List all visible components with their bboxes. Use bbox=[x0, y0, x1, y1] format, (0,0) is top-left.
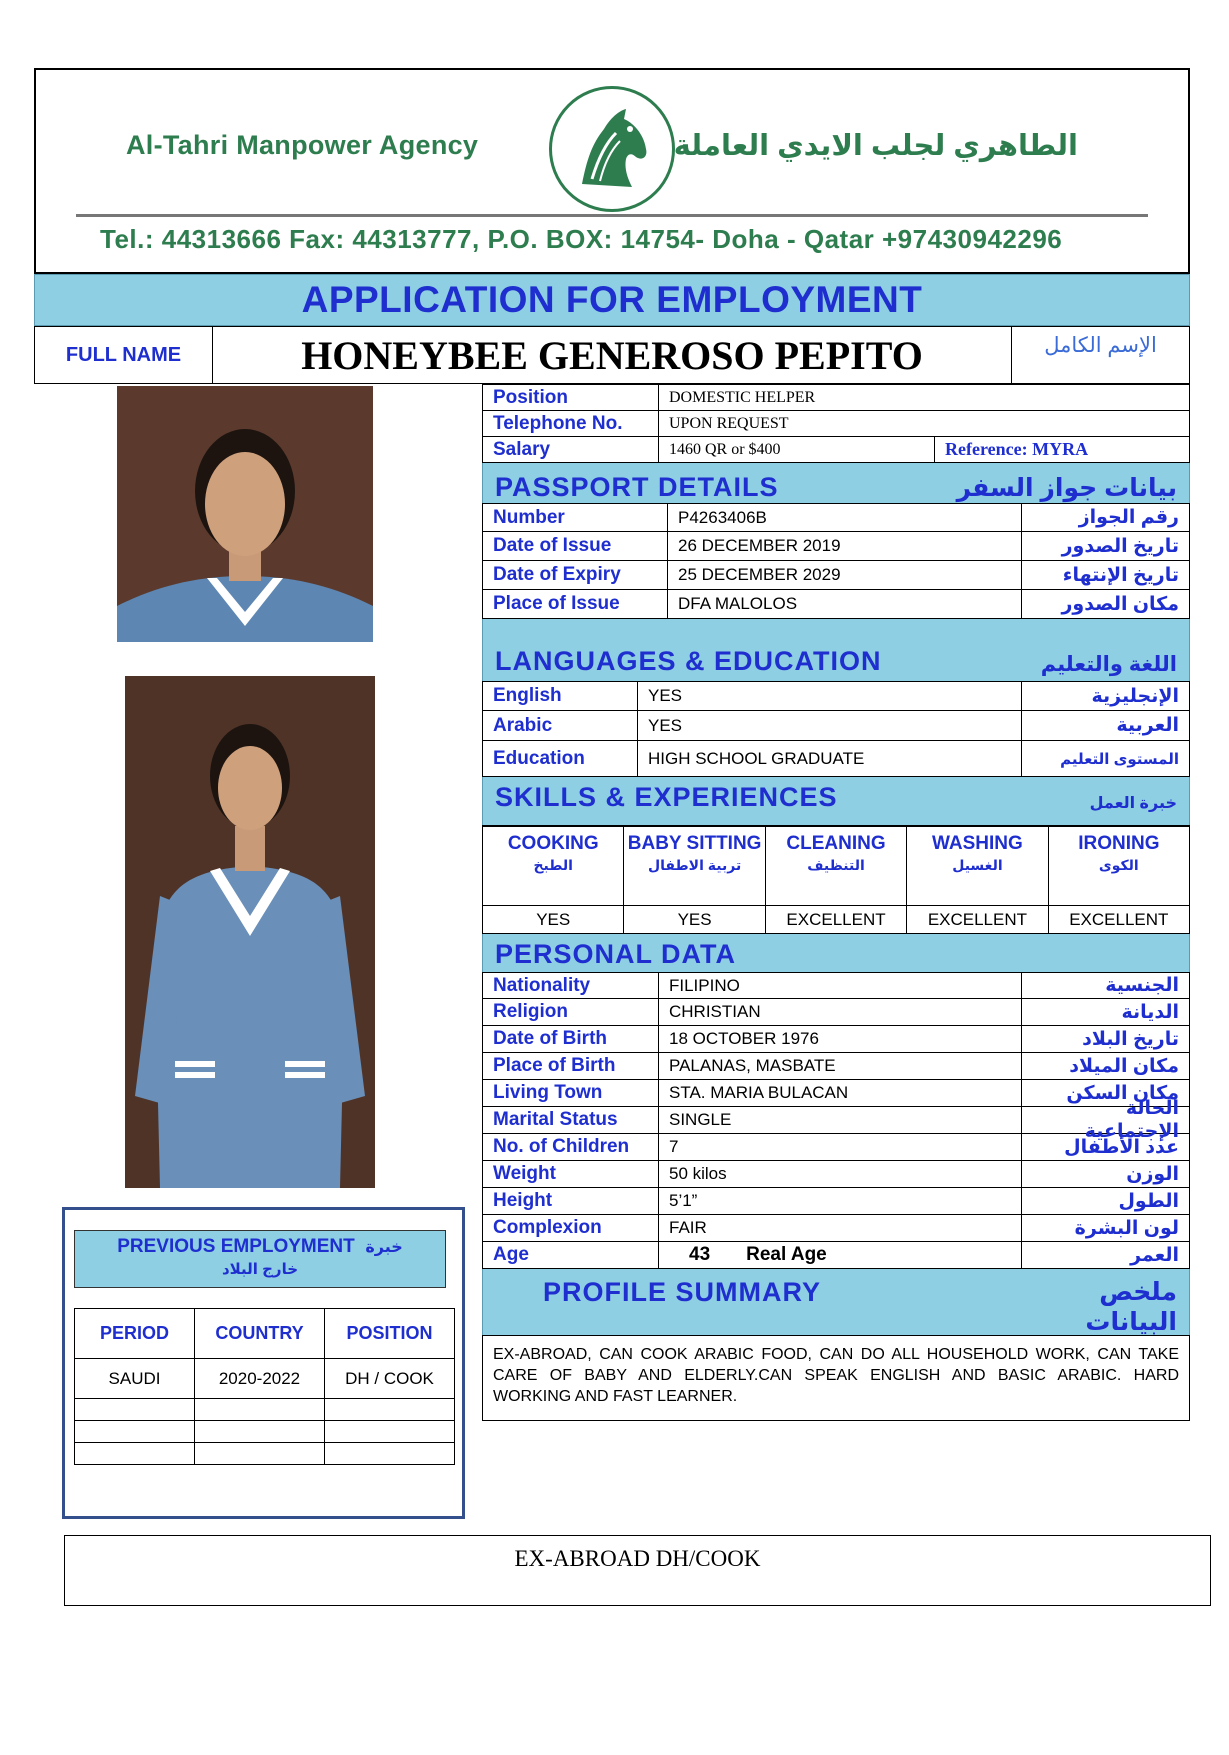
column-header-period: PERIOD bbox=[75, 1309, 195, 1359]
agency-name-arabic: الطاهري لجلب الايدي العاملة bbox=[673, 130, 1078, 162]
profile-summary-box bbox=[482, 1335, 1190, 1421]
skill-baby-sitting bbox=[624, 827, 765, 933]
footer-remark: EX-ABROAD DH/COOK bbox=[64, 1535, 1211, 1606]
skill-label-arabic: الغسيل bbox=[952, 857, 1003, 873]
personal-row-arabic: لون البشرة bbox=[1021, 1215, 1189, 1241]
table-row bbox=[75, 1359, 455, 1399]
personal-row bbox=[482, 1134, 1190, 1161]
personal-row-value: 18 OCTOBER 1976 bbox=[669, 1029, 819, 1048]
skill-label: CLEANING bbox=[786, 833, 886, 854]
personal-row-label: Living Town bbox=[483, 1080, 659, 1106]
passport-row-label: Number bbox=[483, 504, 668, 531]
previous-employment-title: PREVIOUS EMPLOYMENT bbox=[117, 1236, 355, 1257]
skills-title: SKILLS & EXPERIENCES bbox=[495, 782, 838, 812]
full-body-photo bbox=[125, 676, 375, 1188]
form-title-bar bbox=[34, 274, 1190, 326]
passport-row-label: Date of Issue bbox=[483, 532, 668, 560]
previous-employment-table bbox=[74, 1308, 455, 1465]
passport-row-value: 25 DECEMBER 2029 bbox=[678, 565, 841, 584]
previous-employment-box bbox=[62, 1207, 465, 1519]
personal-row-label: Height bbox=[483, 1188, 659, 1214]
personal-row bbox=[482, 1026, 1190, 1053]
passport-row-value: P4263406B bbox=[678, 507, 767, 527]
personal-row-arabic: تاريخ البلاد bbox=[1021, 1026, 1189, 1052]
passport-title-arabic: بيانات جواز السفر bbox=[956, 474, 1177, 502]
telephone-value: UPON REQUEST bbox=[669, 414, 789, 432]
previous-employment-title-arabic: خبرة bbox=[365, 1239, 403, 1256]
position-row bbox=[482, 385, 1190, 411]
age-value: 43 bbox=[689, 1244, 711, 1265]
personal-row-arabic: عدد الأطفال bbox=[1021, 1134, 1189, 1160]
passport-row-arabic: تاريخ الإنتهاء bbox=[1021, 561, 1189, 589]
personal-row bbox=[482, 1053, 1190, 1080]
personal-row-label: No. of Children bbox=[483, 1134, 659, 1160]
language-row-label: Arabic bbox=[483, 711, 638, 740]
skill-label: WASHING bbox=[932, 833, 1023, 854]
personal-row-value: 7 bbox=[669, 1137, 679, 1156]
personal-row-value: 50 kilos bbox=[669, 1164, 727, 1183]
personal-row-label: Complexion bbox=[483, 1215, 659, 1241]
header-divider bbox=[76, 214, 1148, 217]
personal-row-arabic: الحالة الإجتماعية bbox=[1021, 1107, 1189, 1133]
language-row bbox=[482, 681, 1190, 711]
full-name-label: FULL NAME bbox=[35, 327, 213, 383]
skill-label-arabic: الكوى bbox=[1098, 857, 1139, 873]
skill-cooking bbox=[483, 827, 624, 933]
personal-row bbox=[482, 999, 1190, 1026]
passport-row-arabic: مكان الصدور bbox=[1021, 590, 1189, 618]
language-row-arabic: العربية bbox=[1021, 711, 1189, 740]
skill-label: IRONING bbox=[1078, 833, 1160, 854]
table-cell bbox=[325, 1443, 455, 1465]
table-cell bbox=[325, 1421, 455, 1443]
personal-row bbox=[482, 1098, 1190, 1142]
skill-label: COOKING bbox=[507, 833, 599, 854]
table-cell bbox=[325, 1399, 455, 1421]
education-row bbox=[482, 741, 1190, 777]
table-cell bbox=[75, 1399, 195, 1421]
personal-row-arabic: الوزن bbox=[1021, 1161, 1189, 1187]
personal-row-label: Nationality bbox=[483, 973, 659, 998]
full-name-label-arabic: الإسم الكامل bbox=[1011, 327, 1189, 383]
passport-row-arabic: تاريخ الصدور bbox=[1021, 532, 1189, 560]
passport-row-label: Date of Expiry bbox=[483, 561, 668, 589]
passport-title: PASSPORT DETAILS bbox=[495, 472, 779, 502]
portrait-photo bbox=[117, 386, 373, 642]
table-cell: SAUDI bbox=[75, 1359, 195, 1399]
skill-label-arabic: الطبخ bbox=[533, 857, 573, 873]
personal-title: PERSONAL DATA bbox=[495, 939, 737, 969]
personal-rows bbox=[482, 972, 1190, 1269]
language-row-value: YES bbox=[648, 686, 683, 705]
personal-row-arabic: مكان السكن bbox=[1021, 1080, 1189, 1106]
agency-name-english: Al-Tahri Manpower Agency bbox=[126, 130, 479, 160]
personal-row-value: FILIPINO bbox=[669, 975, 740, 995]
table-row bbox=[75, 1421, 455, 1443]
skills-section-header bbox=[482, 777, 1190, 819]
table-cell bbox=[75, 1421, 195, 1443]
table-row bbox=[75, 1399, 455, 1421]
skill-label-arabic: التنظيف bbox=[807, 857, 865, 873]
personal-row-arabic: مكان الميلاد bbox=[1021, 1053, 1189, 1079]
personal-row-label: Place of Birth bbox=[483, 1053, 659, 1079]
skill-label: BABY SITTING bbox=[627, 833, 762, 854]
personal-row-label: Date of Birth bbox=[483, 1026, 659, 1052]
table-cell bbox=[195, 1443, 325, 1465]
personal-row bbox=[482, 1215, 1190, 1242]
table-cell bbox=[75, 1443, 195, 1465]
languages-title: LANGUAGES & EDUCATION bbox=[495, 646, 882, 676]
passport-row bbox=[482, 532, 1190, 561]
profile-summary-text: EX-ABROAD, CAN COOK ARABIC FOOD, CAN DO ALL HOUSEHOLD WORK, CAN TAKE CARE OF BABY AND ELDERLY.CAN SPEAK ENGLISH AND BASIC ARABIC. HARD WORKING AND FAST LEARNER. bbox=[493, 1346, 1179, 1405]
languages-title-arabic: اللغة والتعليم bbox=[1040, 653, 1177, 676]
age-label-arabic: العمر bbox=[1021, 1242, 1189, 1268]
salary-value: 1460 QR or $400 bbox=[659, 437, 935, 462]
table-cell bbox=[195, 1399, 325, 1421]
details-panel bbox=[482, 384, 1190, 1421]
table-row bbox=[75, 1443, 455, 1465]
language-row-value: HIGH SCHOOL GRADUATE bbox=[648, 748, 865, 768]
skill-value: YES bbox=[624, 905, 764, 933]
skill-value: YES bbox=[483, 905, 623, 933]
skill-value: EXCELLENT bbox=[907, 905, 1047, 933]
age-label: Age bbox=[483, 1242, 659, 1268]
age-note: Real Age bbox=[746, 1244, 827, 1265]
column-header-position: POSITION bbox=[325, 1309, 455, 1359]
personal-row-value: SINGLE bbox=[669, 1110, 732, 1129]
personal-row-label: Marital Status bbox=[483, 1107, 659, 1133]
table-cell: 2020-2022 bbox=[195, 1359, 325, 1399]
letterhead bbox=[34, 68, 1190, 274]
salary-row bbox=[482, 437, 1190, 463]
skills-grid bbox=[482, 825, 1190, 934]
passport-row bbox=[482, 561, 1190, 590]
skill-value: EXCELLENT bbox=[766, 905, 906, 933]
personal-row bbox=[482, 1188, 1190, 1215]
full-name-row bbox=[34, 326, 1190, 384]
passport-row-arabic: رقم الجواز bbox=[1021, 504, 1189, 531]
personal-row bbox=[482, 972, 1190, 999]
table-cell: DH / COOK bbox=[325, 1359, 455, 1399]
personal-row-value: STA. MARIA BULACAN bbox=[669, 1083, 849, 1102]
personal-row-value: 5’1” bbox=[669, 1191, 698, 1210]
language-row-value: YES bbox=[648, 715, 683, 735]
previous-employment-subtitle-arabic: خارج البلاد bbox=[221, 1261, 299, 1278]
passport-row-label: Place of Issue bbox=[483, 590, 668, 618]
skill-label-arabic: تربية الاطفال bbox=[648, 857, 742, 873]
profile-title-arabic: ملخص البيانات bbox=[1085, 1278, 1177, 1336]
skill-ironing bbox=[1049, 827, 1189, 933]
personal-section-header bbox=[482, 934, 1190, 972]
reference-value: Reference: MYRA bbox=[945, 439, 1089, 459]
telephone-row bbox=[482, 411, 1190, 437]
passport-section-header bbox=[482, 463, 1190, 503]
contact-info: Tel.: 44313666 Fax: 44313777, P.O. BOX: 14754- Doha - Qatar +97430942296 bbox=[100, 224, 1063, 254]
salary-label: Salary bbox=[483, 437, 659, 462]
languages-section-header bbox=[482, 619, 1190, 681]
personal-row-arabic: الطول bbox=[1021, 1188, 1189, 1214]
passport-row-value: DFA MALOLOS bbox=[678, 594, 798, 613]
full-name-value: HONEYBEE GENEROSO PEPITO bbox=[301, 332, 923, 378]
profile-section-header bbox=[482, 1269, 1190, 1335]
personal-row-label: Religion bbox=[483, 999, 659, 1025]
language-row-arabic: المستوى التعليم bbox=[1021, 741, 1189, 776]
position-value: DOMESTIC HELPER bbox=[669, 388, 816, 406]
horse-head-icon bbox=[549, 86, 675, 212]
profile-title: PROFILE SUMMARY bbox=[543, 1277, 821, 1307]
personal-row-value: PALANAS, MASBATE bbox=[669, 1056, 836, 1075]
table-cell bbox=[195, 1421, 325, 1443]
skill-cleaning bbox=[766, 827, 907, 933]
position-label: Position bbox=[483, 385, 659, 410]
personal-row-arabic: الديانة bbox=[1021, 999, 1189, 1025]
column-header-country: COUNTRY bbox=[195, 1309, 325, 1359]
passport-row bbox=[482, 590, 1190, 619]
personal-row-value: CHRISTIAN bbox=[669, 1002, 761, 1021]
personal-row bbox=[482, 1161, 1190, 1188]
previous-employment-header bbox=[74, 1230, 446, 1288]
language-row-arabic: الإنجليزية bbox=[1021, 682, 1189, 710]
personal-row-value: FAIR bbox=[669, 1218, 707, 1237]
skills-title-arabic: خبرة العمل bbox=[1089, 795, 1177, 812]
skill-washing bbox=[907, 827, 1048, 933]
telephone-label: Telephone No. bbox=[483, 411, 659, 436]
age-row bbox=[482, 1242, 1190, 1269]
passport-rows bbox=[482, 503, 1190, 619]
language-row-label: English bbox=[483, 682, 638, 710]
language-row-label: Education bbox=[483, 741, 638, 776]
passport-row-value: 26 DECEMBER 2019 bbox=[678, 536, 841, 555]
skill-value: EXCELLENT bbox=[1049, 905, 1189, 933]
passport-row bbox=[482, 503, 1190, 532]
personal-row-arabic: الجنسية bbox=[1021, 973, 1189, 998]
personal-row-label: Weight bbox=[483, 1161, 659, 1187]
form-title: APPLICATION FOR EMPLOYMENT bbox=[301, 279, 923, 320]
language-row bbox=[482, 711, 1190, 741]
